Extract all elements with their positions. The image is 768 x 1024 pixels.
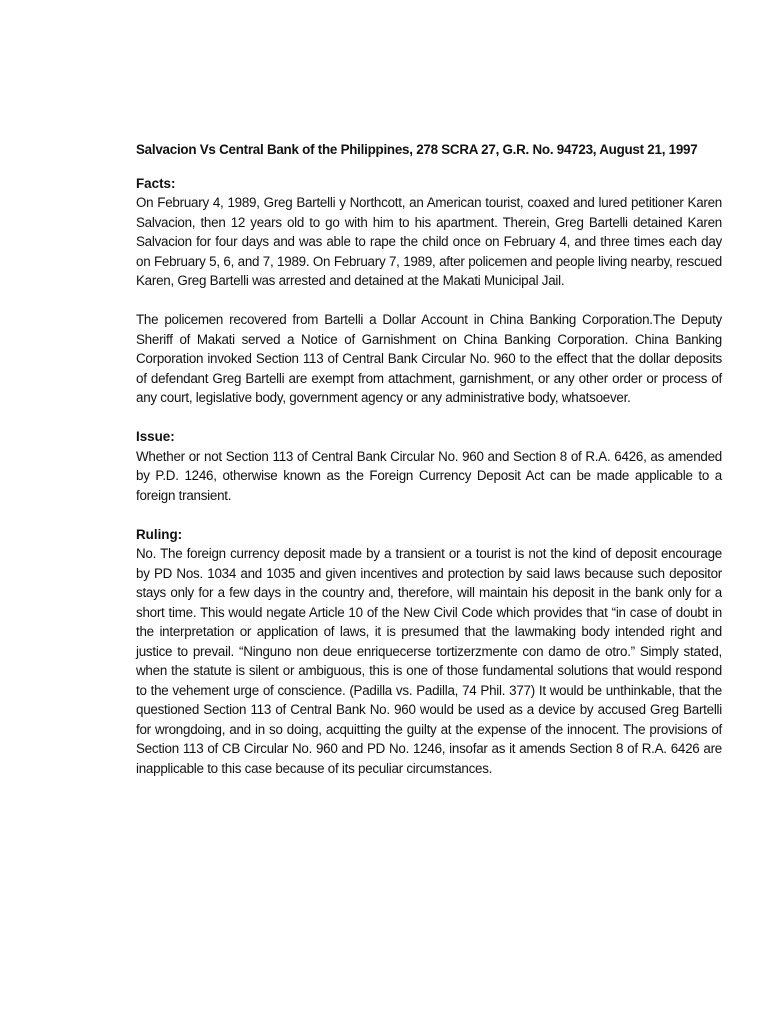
facts-paragraph-1: On February 4, 1989, Greg Bartelli y Northcott, an American tourist, coaxed and lured petitioner Karen Salvacion, then 12 years old to go with him to his apartment. Therein, Greg Bartelli detained Karen Salvacion for four days and was able to rape the child once on February 4, and three times each day on February 5, 6, and 7, 1989. On February 7, 1989, after policemen and people living nearby, rescued Karen, Greg Bartelli was arrested and detained at the Makati Municipal Jail. bbox=[136, 195, 722, 288]
facts-paragraph-2: The policemen recovered from Bartelli a Dollar Account in China Banking Corporation.The Deputy Sheriff of Makati served a Notice of Garnishment on China Banking Corporation. China Banking Corporation invoked Section 113 of Central Bank Circular No. 960 to the effect that the dollar deposits of defendant Greg Bartelli are exempt from attachment, garnishment, or any other order or process of any court, legislative body, government agency or any administrative body, whatsoever. bbox=[136, 312, 722, 405]
ruling-paragraph: No. The foreign currency deposit made by a transient or a tourist is not the kind of deposit encourage by PD Nos. 1034 and 1035 and given incentives and protection by said laws because such depositor stays only for a few days in the country and, therefore, will maintain his deposit in the bank only for a short time. This would negate Article 10 of the New Civil Code which provides that “in case of doubt in the interpretation or application of laws, it is presumed that the lawmaking body intended right and justice to prevail. “Ninguno non deue enriquecerse tortizerzmente con damo de otro.” Simply stated, when the statute is silent or ambiguous, this is one of those fundamental solutions that would respond to the vehement urge of conscience. (Padilla vs. Padilla, 74 Phil. 377) It would be unthinkable, that the questioned Section 113 of Central Bank No. 960 would be used as a device by accused Greg Bartelli for wrongdoing, and in so doing, acquitting the guilty at the expense of the innocent. The provisions of Section 113 of CB Circular No. 960 and PD No. 1246, insofar as it amends Section 8 of R.A. 6426 are inapplicable to this case because of its peculiar circumstances. bbox=[136, 546, 722, 776]
document-title: Salvacion Vs Central Bank of the Philippines, 278 SCRA 27, G.R. No. 94723, August 21, 1997 bbox=[136, 142, 698, 157]
ruling-heading: Ruling: bbox=[136, 526, 183, 542]
issue-heading: Issue: bbox=[136, 429, 175, 444]
spacer bbox=[136, 291, 722, 311]
document-page bbox=[136, 140, 722, 778]
spacer bbox=[136, 408, 722, 428]
spacer bbox=[136, 505, 722, 525]
issue-paragraph: Whether or not Section 113 of Central Bank Circular No. 960 and Section 8 of R.A. 6426, as amended by P.D. 1246, otherwise known as the Foreign Currency Deposit Act can be made applicable to a foreign transient. bbox=[136, 448, 722, 503]
facts-heading: Facts: bbox=[136, 175, 176, 191]
